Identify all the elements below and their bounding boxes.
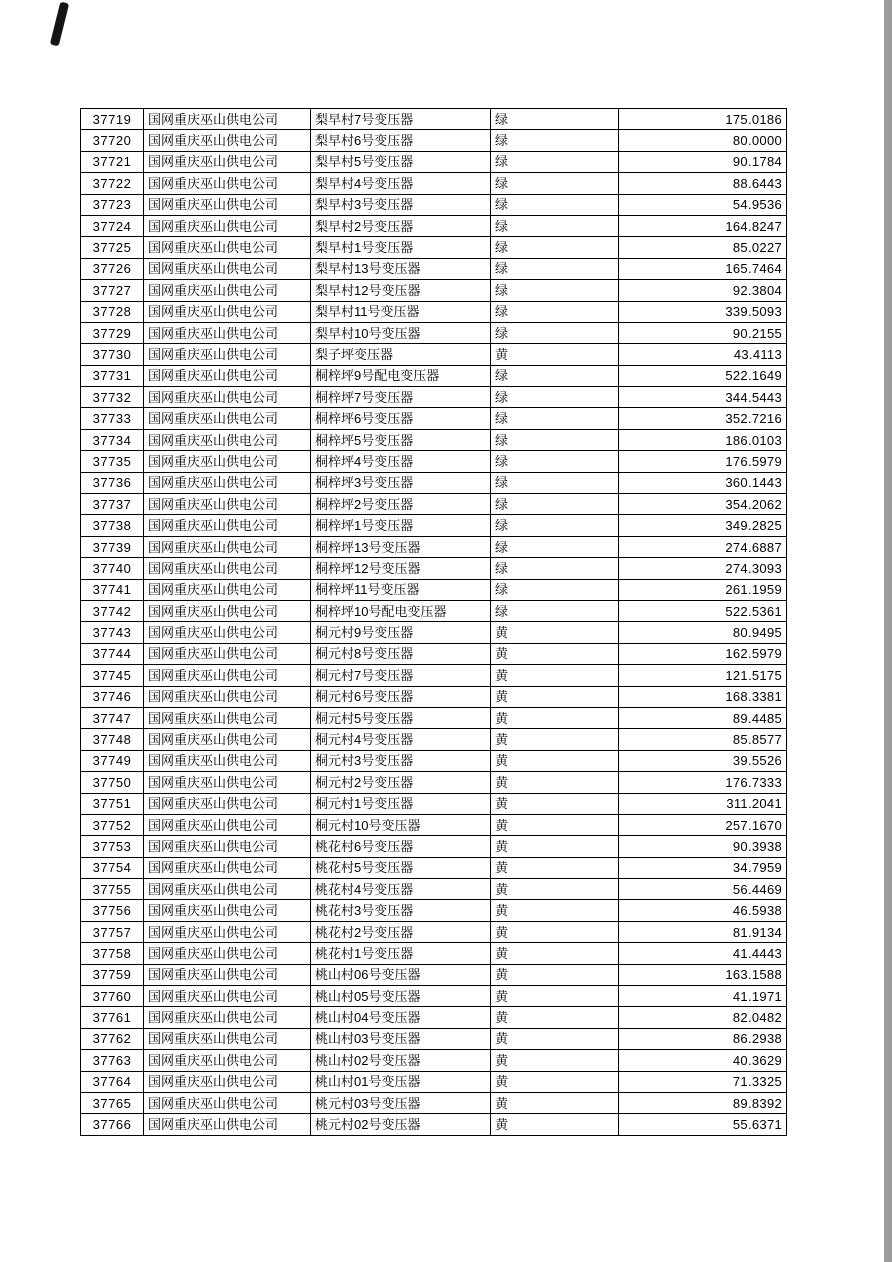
transformer-table [80, 108, 787, 1136]
load-value-cell: 81.9134 [619, 921, 787, 942]
table-row [81, 1007, 787, 1028]
company-name-cell: 国网重庆巫山供电公司 [144, 387, 311, 408]
row-id-cell: 37738 [81, 515, 144, 536]
status-color-cell: 绿 [491, 600, 619, 621]
table-row [81, 237, 787, 258]
load-value-cell: 311.2041 [619, 793, 787, 814]
table-row [81, 900, 787, 921]
row-id-cell: 37720 [81, 130, 144, 151]
transformer-name-cell: 桐元村5号变压器 [311, 707, 491, 728]
load-value-cell: 360.1443 [619, 472, 787, 493]
load-value-cell: 175.0186 [619, 109, 787, 130]
load-value-cell: 344.5443 [619, 387, 787, 408]
load-value-cell: 41.1971 [619, 986, 787, 1007]
row-id-cell: 37762 [81, 1028, 144, 1049]
transformer-name-cell: 桃山村06号变压器 [311, 964, 491, 985]
status-color-cell: 绿 [491, 237, 619, 258]
transformer-name-cell: 桐梓坪3号变压器 [311, 472, 491, 493]
transformer-name-cell: 桐梓坪11号变压器 [311, 579, 491, 600]
row-id-cell: 37739 [81, 536, 144, 557]
status-color-cell: 绿 [491, 280, 619, 301]
load-value-cell: 85.0227 [619, 237, 787, 258]
row-id-cell: 37747 [81, 707, 144, 728]
company-name-cell: 国网重庆巫山供电公司 [144, 707, 311, 728]
page-right-edge [884, 0, 892, 1262]
load-value-cell: 162.5979 [619, 643, 787, 664]
table-row [81, 579, 787, 600]
status-color-cell: 绿 [491, 472, 619, 493]
company-name-cell: 国网重庆巫山供电公司 [144, 579, 311, 600]
table-row [81, 494, 787, 515]
load-value-cell: 121.5175 [619, 665, 787, 686]
row-id-cell: 37745 [81, 665, 144, 686]
transformer-name-cell: 桐元村1号变压器 [311, 793, 491, 814]
transformer-name-cell: 梨早村4号变压器 [311, 173, 491, 194]
status-color-cell: 绿 [491, 494, 619, 515]
company-name-cell: 国网重庆巫山供电公司 [144, 515, 311, 536]
status-color-cell: 黄 [491, 643, 619, 664]
status-color-cell: 黄 [491, 1050, 619, 1071]
status-color-cell: 绿 [491, 151, 619, 172]
row-id-cell: 37760 [81, 986, 144, 1007]
row-id-cell: 37737 [81, 494, 144, 515]
status-color-cell: 黄 [491, 836, 619, 857]
row-id-cell: 37732 [81, 387, 144, 408]
load-value-cell: 55.6371 [619, 1114, 787, 1135]
row-id-cell: 37744 [81, 643, 144, 664]
load-value-cell: 274.6887 [619, 536, 787, 557]
status-color-cell: 绿 [491, 408, 619, 429]
table-row [81, 322, 787, 343]
row-id-cell: 37734 [81, 429, 144, 450]
status-color-cell: 黄 [491, 1114, 619, 1135]
row-id-cell: 37759 [81, 964, 144, 985]
row-id-cell: 37765 [81, 1092, 144, 1113]
table-row [81, 429, 787, 450]
company-name-cell: 国网重庆巫山供电公司 [144, 451, 311, 472]
row-id-cell: 37750 [81, 772, 144, 793]
status-color-cell: 黄 [491, 814, 619, 835]
row-id-cell: 37751 [81, 793, 144, 814]
row-id-cell: 37724 [81, 215, 144, 236]
table-row [81, 1028, 787, 1049]
company-name-cell: 国网重庆巫山供电公司 [144, 1007, 311, 1028]
transformer-name-cell: 桃山村03号变压器 [311, 1028, 491, 1049]
load-value-cell: 85.8577 [619, 729, 787, 750]
company-name-cell: 国网重庆巫山供电公司 [144, 280, 311, 301]
transformer-name-cell: 梨早村1号变压器 [311, 237, 491, 258]
transformer-name-cell: 桐元村9号变压器 [311, 622, 491, 643]
table-row [81, 215, 787, 236]
table-row [81, 793, 787, 814]
status-color-cell: 黄 [491, 750, 619, 771]
transformer-name-cell: 桐元村2号变压器 [311, 772, 491, 793]
table-row [81, 879, 787, 900]
transformer-name-cell: 桐梓坪5号变压器 [311, 429, 491, 450]
transformer-name-cell: 桐元村3号变压器 [311, 750, 491, 771]
transformer-name-cell: 桐梓坪6号变压器 [311, 408, 491, 429]
company-name-cell: 国网重庆巫山供电公司 [144, 600, 311, 621]
row-id-cell: 37766 [81, 1114, 144, 1135]
company-name-cell: 国网重庆巫山供电公司 [144, 130, 311, 151]
row-id-cell: 37741 [81, 579, 144, 600]
status-color-cell: 黄 [491, 729, 619, 750]
company-name-cell: 国网重庆巫山供电公司 [144, 109, 311, 130]
transformer-name-cell: 梨早村10号变压器 [311, 322, 491, 343]
transformer-name-cell: 桃山村05号变压器 [311, 986, 491, 1007]
table-row [81, 943, 787, 964]
transformer-name-cell: 桐梓坪4号变压器 [311, 451, 491, 472]
load-value-cell: 89.4485 [619, 707, 787, 728]
transformer-name-cell: 桃花村4号变压器 [311, 879, 491, 900]
load-value-cell: 90.2155 [619, 322, 787, 343]
transformer-name-cell: 桐梓坪2号变压器 [311, 494, 491, 515]
table-row [81, 472, 787, 493]
status-color-cell: 绿 [491, 558, 619, 579]
table-row [81, 686, 787, 707]
table-row [81, 109, 787, 130]
load-value-cell: 274.3093 [619, 558, 787, 579]
load-value-cell: 90.3938 [619, 836, 787, 857]
row-id-cell: 37728 [81, 301, 144, 322]
company-name-cell: 国网重庆巫山供电公司 [144, 900, 311, 921]
load-value-cell: 176.5979 [619, 451, 787, 472]
load-value-cell: 261.1959 [619, 579, 787, 600]
status-color-cell: 黄 [491, 772, 619, 793]
status-color-cell: 绿 [491, 215, 619, 236]
transformer-name-cell: 梨子坪变压器 [311, 344, 491, 365]
company-name-cell: 国网重庆巫山供电公司 [144, 857, 311, 878]
table-row [81, 451, 787, 472]
row-id-cell: 37733 [81, 408, 144, 429]
load-value-cell: 352.7216 [619, 408, 787, 429]
transformer-name-cell: 桃花村2号变压器 [311, 921, 491, 942]
table-row [81, 344, 787, 365]
load-value-cell: 34.7959 [619, 857, 787, 878]
table-row [81, 750, 787, 771]
status-color-cell: 绿 [491, 579, 619, 600]
table-row [81, 194, 787, 215]
status-color-cell: 黄 [491, 1028, 619, 1049]
company-name-cell: 国网重庆巫山供电公司 [144, 750, 311, 771]
status-color-cell: 绿 [491, 194, 619, 215]
company-name-cell: 国网重庆巫山供电公司 [144, 344, 311, 365]
transformer-name-cell: 桐元村6号变压器 [311, 686, 491, 707]
transformer-name-cell: 桐梓坪1号变压器 [311, 515, 491, 536]
load-value-cell: 40.3629 [619, 1050, 787, 1071]
transformer-name-cell: 梨早村5号变压器 [311, 151, 491, 172]
load-value-cell: 88.6443 [619, 173, 787, 194]
table-row [81, 173, 787, 194]
company-name-cell: 国网重庆巫山供电公司 [144, 429, 311, 450]
status-color-cell: 黄 [491, 964, 619, 985]
company-name-cell: 国网重庆巫山供电公司 [144, 964, 311, 985]
status-color-cell: 绿 [491, 322, 619, 343]
status-color-cell: 绿 [491, 429, 619, 450]
status-color-cell: 绿 [491, 301, 619, 322]
table-row [81, 280, 787, 301]
table-row [81, 921, 787, 942]
status-color-cell: 绿 [491, 451, 619, 472]
row-id-cell: 37723 [81, 194, 144, 215]
row-id-cell: 37754 [81, 857, 144, 878]
transformer-table-body [81, 109, 787, 1136]
status-color-cell: 黄 [491, 344, 619, 365]
table-row [81, 1050, 787, 1071]
table-row [81, 707, 787, 728]
transformer-name-cell: 桐元村8号变压器 [311, 643, 491, 664]
status-color-cell: 绿 [491, 536, 619, 557]
load-value-cell: 43.4113 [619, 344, 787, 365]
transformer-name-cell: 桃花村6号变压器 [311, 836, 491, 857]
load-value-cell: 80.9495 [619, 622, 787, 643]
company-name-cell: 国网重庆巫山供电公司 [144, 536, 311, 557]
load-value-cell: 163.1588 [619, 964, 787, 985]
table-row [81, 151, 787, 172]
load-value-cell: 349.2825 [619, 515, 787, 536]
company-name-cell: 国网重庆巫山供电公司 [144, 643, 311, 664]
load-value-cell: 339.5093 [619, 301, 787, 322]
row-id-cell: 37731 [81, 365, 144, 386]
row-id-cell: 37757 [81, 921, 144, 942]
company-name-cell: 国网重庆巫山供电公司 [144, 686, 311, 707]
transformer-name-cell: 梨早村3号变压器 [311, 194, 491, 215]
company-name-cell: 国网重庆巫山供电公司 [144, 494, 311, 515]
company-name-cell: 国网重庆巫山供电公司 [144, 237, 311, 258]
load-value-cell: 86.2938 [619, 1028, 787, 1049]
status-color-cell: 黄 [491, 1007, 619, 1028]
status-color-cell: 黄 [491, 686, 619, 707]
company-name-cell: 国网重庆巫山供电公司 [144, 986, 311, 1007]
company-name-cell: 国网重庆巫山供电公司 [144, 921, 311, 942]
transformer-name-cell: 桃元村03号变压器 [311, 1092, 491, 1113]
transformer-name-cell: 桃花村5号变压器 [311, 857, 491, 878]
status-color-cell: 绿 [491, 109, 619, 130]
company-name-cell: 国网重庆巫山供电公司 [144, 151, 311, 172]
row-id-cell: 37752 [81, 814, 144, 835]
status-color-cell: 绿 [491, 515, 619, 536]
row-id-cell: 37764 [81, 1071, 144, 1092]
transformer-name-cell: 梨早村11号变压器 [311, 301, 491, 322]
row-id-cell: 37719 [81, 109, 144, 130]
load-value-cell: 164.8247 [619, 215, 787, 236]
load-value-cell: 46.5938 [619, 900, 787, 921]
transformer-name-cell: 桃花村1号变压器 [311, 943, 491, 964]
company-name-cell: 国网重庆巫山供电公司 [144, 1028, 311, 1049]
transformer-name-cell: 桐梓坪7号变压器 [311, 387, 491, 408]
company-name-cell: 国网重庆巫山供电公司 [144, 558, 311, 579]
status-color-cell: 黄 [491, 986, 619, 1007]
table-row [81, 729, 787, 750]
table-row [81, 772, 787, 793]
table-row [81, 814, 787, 835]
company-name-cell: 国网重庆巫山供电公司 [144, 1071, 311, 1092]
status-color-cell: 黄 [491, 622, 619, 643]
transformer-name-cell: 桃山村01号变压器 [311, 1071, 491, 1092]
table-row [81, 622, 787, 643]
load-value-cell: 522.1649 [619, 365, 787, 386]
transformer-name-cell: 梨早村13号变压器 [311, 258, 491, 279]
table-row [81, 258, 787, 279]
transformer-name-cell: 梨早村6号变压器 [311, 130, 491, 151]
load-value-cell: 54.9536 [619, 194, 787, 215]
status-color-cell: 绿 [491, 173, 619, 194]
status-color-cell: 黄 [491, 857, 619, 878]
table-row [81, 515, 787, 536]
table-row [81, 665, 787, 686]
load-value-cell: 89.8392 [619, 1092, 787, 1113]
table-row [81, 387, 787, 408]
transformer-name-cell: 桐梓坪9号配电变压器 [311, 365, 491, 386]
row-id-cell: 37727 [81, 280, 144, 301]
company-name-cell: 国网重庆巫山供电公司 [144, 215, 311, 236]
row-id-cell: 37729 [81, 322, 144, 343]
row-id-cell: 37742 [81, 600, 144, 621]
company-name-cell: 国网重庆巫山供电公司 [144, 322, 311, 343]
company-name-cell: 国网重庆巫山供电公司 [144, 814, 311, 835]
status-color-cell: 黄 [491, 900, 619, 921]
company-name-cell: 国网重庆巫山供电公司 [144, 879, 311, 900]
company-name-cell: 国网重庆巫山供电公司 [144, 772, 311, 793]
table-row [81, 643, 787, 664]
row-id-cell: 37721 [81, 151, 144, 172]
row-id-cell: 37726 [81, 258, 144, 279]
company-name-cell: 国网重庆巫山供电公司 [144, 622, 311, 643]
company-name-cell: 国网重庆巫山供电公司 [144, 1092, 311, 1113]
transformer-name-cell: 桐元村7号变压器 [311, 665, 491, 686]
row-id-cell: 37740 [81, 558, 144, 579]
table-row [81, 964, 787, 985]
page-corner-pen-mark [50, 2, 69, 47]
company-name-cell: 国网重庆巫山供电公司 [144, 173, 311, 194]
company-name-cell: 国网重庆巫山供电公司 [144, 1050, 311, 1071]
company-name-cell: 国网重庆巫山供电公司 [144, 836, 311, 857]
status-color-cell: 黄 [491, 665, 619, 686]
transformer-name-cell: 桃花村3号变压器 [311, 900, 491, 921]
table-row [81, 130, 787, 151]
row-id-cell: 37735 [81, 451, 144, 472]
load-value-cell: 257.1670 [619, 814, 787, 835]
row-id-cell: 37749 [81, 750, 144, 771]
transformer-name-cell: 梨早村2号变压器 [311, 215, 491, 236]
transformer-name-cell: 桐梓坪13号变压器 [311, 536, 491, 557]
row-id-cell: 37722 [81, 173, 144, 194]
row-id-cell: 37743 [81, 622, 144, 643]
load-value-cell: 90.1784 [619, 151, 787, 172]
load-value-cell: 168.3381 [619, 686, 787, 707]
load-value-cell: 39.5526 [619, 750, 787, 771]
status-color-cell: 黄 [491, 1071, 619, 1092]
load-value-cell: 41.4443 [619, 943, 787, 964]
row-id-cell: 37763 [81, 1050, 144, 1071]
table-row [81, 857, 787, 878]
transformer-name-cell: 桐梓坪10号配电变压器 [311, 600, 491, 621]
company-name-cell: 国网重庆巫山供电公司 [144, 472, 311, 493]
row-id-cell: 37758 [81, 943, 144, 964]
table-row [81, 986, 787, 1007]
status-color-cell: 黄 [491, 879, 619, 900]
load-value-cell: 82.0482 [619, 1007, 787, 1028]
status-color-cell: 黄 [491, 921, 619, 942]
status-color-cell: 黄 [491, 793, 619, 814]
transformer-name-cell: 桐元村4号变压器 [311, 729, 491, 750]
company-name-cell: 国网重庆巫山供电公司 [144, 943, 311, 964]
transformer-name-cell: 桃山村04号变压器 [311, 1007, 491, 1028]
table-row [81, 836, 787, 857]
company-name-cell: 国网重庆巫山供电公司 [144, 729, 311, 750]
transformer-name-cell: 桐梓坪12号变压器 [311, 558, 491, 579]
table-row [81, 1114, 787, 1135]
status-color-cell: 绿 [491, 130, 619, 151]
transformer-name-cell: 桃元村02号变压器 [311, 1114, 491, 1135]
row-id-cell: 37755 [81, 879, 144, 900]
status-color-cell: 绿 [491, 258, 619, 279]
company-name-cell: 国网重庆巫山供电公司 [144, 365, 311, 386]
transformer-name-cell: 桃山村02号变压器 [311, 1050, 491, 1071]
row-id-cell: 37725 [81, 237, 144, 258]
table-row [81, 301, 787, 322]
load-value-cell: 56.4469 [619, 879, 787, 900]
table-row [81, 600, 787, 621]
company-name-cell: 国网重庆巫山供电公司 [144, 665, 311, 686]
table-row [81, 408, 787, 429]
table-row [81, 536, 787, 557]
row-id-cell: 37730 [81, 344, 144, 365]
row-id-cell: 37748 [81, 729, 144, 750]
company-name-cell: 国网重庆巫山供电公司 [144, 408, 311, 429]
transformer-name-cell: 桐元村10号变压器 [311, 814, 491, 835]
table-row [81, 365, 787, 386]
load-value-cell: 176.7333 [619, 772, 787, 793]
row-id-cell: 37756 [81, 900, 144, 921]
status-color-cell: 绿 [491, 365, 619, 386]
transformer-name-cell: 梨早村7号变压器 [311, 109, 491, 130]
row-id-cell: 37753 [81, 836, 144, 857]
load-value-cell: 80.0000 [619, 130, 787, 151]
status-color-cell: 黄 [491, 1092, 619, 1113]
company-name-cell: 国网重庆巫山供电公司 [144, 793, 311, 814]
load-value-cell: 92.3804 [619, 280, 787, 301]
row-id-cell: 37736 [81, 472, 144, 493]
company-name-cell: 国网重庆巫山供电公司 [144, 194, 311, 215]
row-id-cell: 37761 [81, 1007, 144, 1028]
table-row [81, 1092, 787, 1113]
transformer-name-cell: 梨早村12号变压器 [311, 280, 491, 301]
load-value-cell: 522.5361 [619, 600, 787, 621]
load-value-cell: 71.3325 [619, 1071, 787, 1092]
company-name-cell: 国网重庆巫山供电公司 [144, 301, 311, 322]
status-color-cell: 绿 [491, 387, 619, 408]
load-value-cell: 354.2062 [619, 494, 787, 515]
table-row [81, 1071, 787, 1092]
company-name-cell: 国网重庆巫山供电公司 [144, 1114, 311, 1135]
status-color-cell: 黄 [491, 707, 619, 728]
company-name-cell: 国网重庆巫山供电公司 [144, 258, 311, 279]
table-row [81, 558, 787, 579]
load-value-cell: 165.7464 [619, 258, 787, 279]
status-color-cell: 黄 [491, 943, 619, 964]
row-id-cell: 37746 [81, 686, 144, 707]
load-value-cell: 186.0103 [619, 429, 787, 450]
